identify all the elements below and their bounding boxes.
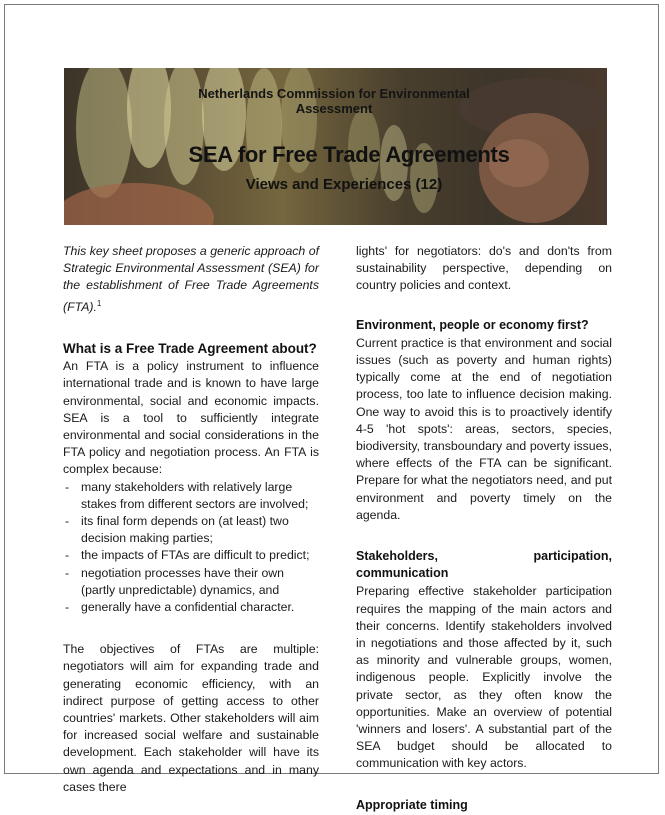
bullet-dash: - [65,479,70,494]
section-heading-stakeholders: Stakeholders, participation, communication [356,549,612,581]
list-item-text: generally have a confidential character. [81,599,295,614]
footnote-marker[interactable]: 1 [96,298,102,308]
organization-name: Netherlands Commission for Environmental Assessment [198,86,470,116]
fta-complexity-list [63,479,319,617]
stakeholders-paragraph: Preparing effective stakeholder participation requires the mapping of the main actors and their concerns. Identify stakeholders involved in negotiations and those affected by it, such as minority and vulnerable groups, women, indigenous people. Explicitly involve the private sector, as they often know the opportunities. Make an overview of potential 'winners and losers'. A substantial part of the SEA budget should be allocated to communication with key actors. [356,584,612,771]
document-subtitle: Views and Experiences (12) [245,176,443,193]
list-item-text: its final form depends on (at least) two decision making parties; [81,513,289,546]
section-heading-environment: Environment, people or economy first? [356,317,589,332]
right-column [356,243,612,815]
bullet-dash: - [65,548,70,563]
list-item [63,547,319,564]
list-item-text: many stakeholders with relatively large stakes from different sectors are involved; [81,479,309,511]
intro-paragraph [63,243,319,316]
section-heading-timing: Appropriate timing [356,797,468,812]
document-title: SEA for Free Trade Agreements [188,142,510,167]
list-item-text: negotiation processes have their own (partly unpredictable) dynamics, and [81,565,285,597]
bullet-dash: - [65,513,70,528]
fta-paragraph: An FTA is a policy instrument to influence international trade and is known to have large environmental, social and economic impacts. SEA is a tool to sufficiently integrate environmental and social considerations in the FTA policy and negotiation process. An FTA is complex because: [63,359,319,477]
list-item [63,565,319,599]
objectives-paragraph: The objectives of FTAs are multiple: negotiators will aim for expanding trade and generating economic efficiency, with an indirect purpose of getting access to other countries' markets. Other stakeholders will aim for increased social welfare and sustainable development. Each stakeholder will have its own agenda and expectations and in many cases there [63,642,319,794]
continued-paragraph: lights' for negotiators: do's and don'ts from sustainability perspective, depending on country policies and context. [356,244,612,293]
list-item [63,479,319,513]
header-banner [64,68,607,225]
bullet-dash: - [65,599,70,614]
list-item-text: the impacts of FTAs are difficult to predict; [81,548,310,563]
list-item [63,599,319,616]
bullet-dash: - [65,565,70,580]
section-heading-fta: What is a Free Trade Agreement about? [63,340,317,356]
environment-paragraph: Current practice is that environment and social issues (such as poverty and human rights) typically come at the end of negotiation process, too late to influence decision making. One way to avoid this is to proactively identify 4-5 'hot spots': areas, sectors, species, biodiversity, transboundary and poverty issues, where effects of the FTA can be significant. Prepare for what the negotiators need, and put environment and poverty timely on the agenda. [356,335,612,522]
left-column [63,243,319,796]
intro-text: This key sheet proposes a generic approach of Strategic Environmental Assessment (SEA) for the establishment of Free Trade Agreements (FTA). [63,244,319,314]
list-item [63,513,319,547]
